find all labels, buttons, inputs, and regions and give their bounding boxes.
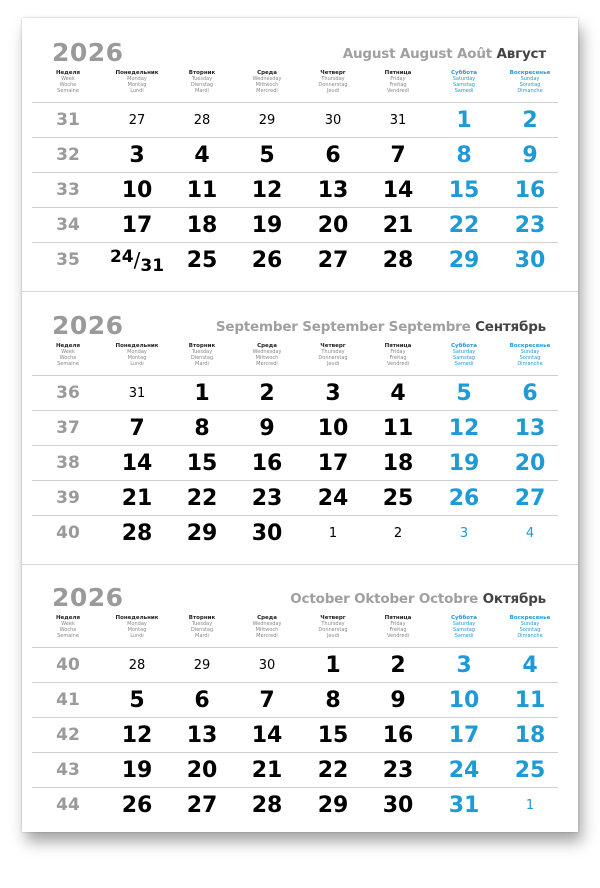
weekday-name: Вторник <box>188 343 216 349</box>
weekday-header-cell <box>102 343 172 367</box>
day-cell: 26 <box>251 248 283 273</box>
week-row <box>32 172 558 207</box>
day-cell: 21 <box>382 213 414 238</box>
day-cell: 3 <box>456 653 472 678</box>
weekday-translation: Samedi <box>454 633 474 639</box>
day-cell: 11 <box>382 416 414 441</box>
weekday-translation: Mardi <box>195 633 209 639</box>
weekday-translation: Friday <box>390 76 406 82</box>
weekday-translation: Sunday <box>520 76 540 82</box>
day-cell: 29 <box>193 658 211 673</box>
day-cell: 14 <box>382 178 414 203</box>
day-cell: 4 <box>194 143 210 168</box>
weekday-header-cell <box>363 343 433 367</box>
weekday-header-cell <box>298 70 368 94</box>
day-cell: 5 <box>129 688 145 713</box>
day-cell: 6 <box>194 688 210 713</box>
day-cell: 7 <box>390 143 406 168</box>
month-block <box>22 18 578 292</box>
day-cell: 22 <box>448 213 480 238</box>
month-name: September <box>302 319 385 335</box>
month-name: Août <box>457 46 493 62</box>
month-name-ru: Октябрь <box>482 591 546 607</box>
week-row <box>32 137 558 172</box>
weekday-translation: Lundi <box>130 88 144 94</box>
day-cell: 28 <box>121 521 153 546</box>
week-row <box>32 647 558 682</box>
weekday-translation: Samedi <box>454 88 474 94</box>
weekday-translation: Dienstag <box>190 82 214 88</box>
weekday-translation: Tuesday <box>191 76 213 82</box>
weekday-translation: Donnerstag <box>318 627 348 633</box>
weekday-translation: Wednesday <box>252 349 282 355</box>
week-row <box>32 242 558 277</box>
day-cell: 5 <box>259 143 275 168</box>
day-cell: 28 <box>128 658 146 673</box>
week-number: 44 <box>56 795 80 815</box>
day-cell: 14 <box>121 451 153 476</box>
day-cell: 18 <box>186 213 218 238</box>
day-cell: 30 <box>514 248 546 273</box>
day-cell: 25 <box>382 486 414 511</box>
weekday-translation: Donnerstag <box>318 82 348 88</box>
week-number: 42 <box>56 725 80 745</box>
month-name-ru: Сентябрь <box>475 319 546 335</box>
weekday-name: Суббота <box>451 70 477 76</box>
weekday-translation: Lundi <box>130 633 144 639</box>
weekday-header-cell <box>232 615 302 639</box>
day-cell: 21 <box>251 758 283 783</box>
weekday-translation: Jeudi <box>326 361 340 367</box>
day-cell: 27 <box>186 793 218 818</box>
day-cell: 3 <box>129 143 145 168</box>
day-cell: 25 <box>514 758 546 783</box>
day-cell: 31 <box>128 386 146 401</box>
day-cell: 27 <box>128 113 146 128</box>
weekday-translation: Woche <box>59 355 77 361</box>
weekday-translation: Semaine <box>57 633 79 639</box>
month-block <box>22 291 578 565</box>
weekday-translation: Mittwoch <box>255 82 279 88</box>
weekday-translation: Montag <box>127 82 147 88</box>
weekday-translation: Dimanche <box>517 361 543 367</box>
day-cell: 23 <box>251 486 283 511</box>
day-cell: 1 <box>525 798 535 813</box>
day-cell: 30 <box>258 658 276 673</box>
day-cell: 18 <box>514 723 546 748</box>
week-row <box>32 445 558 480</box>
weekday-translation: Week <box>61 621 75 627</box>
weekday-translation: Dimanche <box>517 633 543 639</box>
day-cell: 13 <box>186 723 218 748</box>
weekday-translation: Samstag <box>453 82 475 88</box>
weekday-header-cell <box>495 615 565 639</box>
day-cell: 16 <box>514 178 546 203</box>
weekday-translation: Mardi <box>195 361 209 367</box>
weekday-name: Неделя <box>55 343 81 349</box>
day-cell: 31 <box>448 793 480 818</box>
day-cell: 28 <box>193 113 211 128</box>
weekday-translation: Tuesday <box>191 621 213 627</box>
day-cell: 28 <box>382 248 414 273</box>
weekday-name: Воскресенье <box>509 343 551 349</box>
weekday-translation: Jeudi <box>326 633 340 639</box>
weekday-header-cell <box>33 70 103 94</box>
weekday-name: Среда <box>257 70 277 76</box>
weekday-translation: Monday <box>127 621 147 627</box>
weekday-header-cell <box>102 70 172 94</box>
weekday-translation: Saturday <box>452 349 476 355</box>
day-cell: 21 <box>121 486 153 511</box>
weekday-header-cell <box>232 70 302 94</box>
year-label: 2026 <box>52 583 124 612</box>
weekday-header-cell <box>167 343 237 367</box>
month-name: Octobre <box>418 591 479 607</box>
day-cell: 20 <box>514 451 546 476</box>
month-title <box>290 591 546 607</box>
weekday-header-cell <box>429 615 499 639</box>
day-cell: 4 <box>522 653 538 678</box>
weekday-header-cell <box>363 615 433 639</box>
year-label: 2026 <box>52 38 124 67</box>
day-cell: 2 <box>259 381 275 406</box>
day-cell: 22 <box>317 758 349 783</box>
weekday-translation: Saturday <box>452 621 476 627</box>
weekday-translation: Wednesday <box>252 76 282 82</box>
weekday-translation: Week <box>61 76 75 82</box>
weekday-header-cell <box>167 70 237 94</box>
weekday-translation: Wednesday <box>252 621 282 627</box>
weekday-translation: Week <box>61 349 75 355</box>
day-cell: 9 <box>390 688 406 713</box>
day-cell: 19 <box>251 213 283 238</box>
day-cell: 20 <box>186 758 218 783</box>
day-cell: 3 <box>325 381 341 406</box>
weekday-name: Неделя <box>55 615 81 621</box>
day-cell: 6 <box>522 381 538 406</box>
weekday-translation: Sonntag <box>519 355 541 361</box>
day-cell: 7 <box>129 416 145 441</box>
day-cell: 28 <box>251 793 283 818</box>
day-cell: 29 <box>258 113 276 128</box>
weekday-header-cell <box>102 615 172 639</box>
day-cell: 10 <box>121 178 153 203</box>
day-cell: 4 <box>525 526 535 541</box>
weekday-translation: Vendredi <box>386 361 410 367</box>
week-row <box>32 752 558 787</box>
week-number: 31 <box>56 110 80 130</box>
weekday-header-cell <box>33 615 103 639</box>
day-cell: 24 <box>448 758 480 783</box>
day-cell: 5 <box>456 381 472 406</box>
weekday-header-cell <box>429 70 499 94</box>
weekday-translation: Mercredi <box>256 361 278 367</box>
weekday-name: Воскресенье <box>509 70 551 76</box>
day-cell: 8 <box>456 143 472 168</box>
weekday-header-cell <box>298 343 368 367</box>
week-number: 37 <box>56 418 80 438</box>
weekday-translation: Montag <box>127 627 147 633</box>
weekday-name: Суббота <box>451 343 477 349</box>
month-name: August <box>399 46 453 62</box>
day-cell: 3 <box>459 526 469 541</box>
day-cell: 15 <box>186 451 218 476</box>
day-cell: 29 <box>448 248 480 273</box>
day-cell: 15 <box>317 723 349 748</box>
weekday-translation: Freitag <box>389 82 407 88</box>
weekday-translation: Dimanche <box>517 88 543 94</box>
week-number: 33 <box>56 180 80 200</box>
weekday-header <box>22 343 578 376</box>
weekday-translation: Dienstag <box>190 355 214 361</box>
day-cell: 12 <box>251 178 283 203</box>
day-cell: 23 <box>514 213 546 238</box>
month-title <box>216 319 546 335</box>
weekday-translation: Mittwoch <box>255 355 279 361</box>
weekday-header-cell <box>33 343 103 367</box>
weekday-translation: Semaine <box>57 88 79 94</box>
weekday-header <box>22 70 578 103</box>
weekday-translation: Semaine <box>57 361 79 367</box>
day-cell: 2 <box>522 108 538 133</box>
day-cell: 18 <box>382 451 414 476</box>
day-cell: 1 <box>328 526 338 541</box>
day-cell: 20 <box>317 213 349 238</box>
day-cell: 12 <box>121 723 153 748</box>
week-number: 40 <box>56 523 80 543</box>
weekday-translation: Mardi <box>195 88 209 94</box>
day-cell: 13 <box>317 178 349 203</box>
week-row <box>32 717 558 752</box>
day-cell: 19 <box>448 451 480 476</box>
weekday-translation: Saturday <box>452 76 476 82</box>
week-number: 34 <box>56 215 80 235</box>
day-cell: 6 <box>325 143 341 168</box>
weekday-translation: Mercredi <box>256 88 278 94</box>
month-name: Septembre <box>388 319 471 335</box>
month-name-ru: Август <box>496 46 546 62</box>
day-cell: 2 <box>390 653 406 678</box>
weekday-translation: Friday <box>390 621 406 627</box>
month-name: October <box>290 591 350 607</box>
month-name: September <box>215 319 298 335</box>
weekday-translation: Donnerstag <box>318 355 348 361</box>
day-cell: 16 <box>251 451 283 476</box>
weekday-name: Вторник <box>188 615 216 621</box>
month-title <box>343 46 546 62</box>
weekday-translation: Samedi <box>454 361 474 367</box>
weekday-name: Вторник <box>188 70 216 76</box>
weekday-name: Воскресенье <box>509 615 551 621</box>
month-name: Oktober <box>354 591 415 607</box>
day-cell: 17 <box>121 213 153 238</box>
day-cell: 29 <box>317 793 349 818</box>
weekday-header-cell <box>429 343 499 367</box>
day-cell: 31 <box>389 113 407 128</box>
week-row <box>32 207 558 242</box>
day-cell: 4 <box>390 381 406 406</box>
day-cell: 23 <box>382 758 414 783</box>
week-row <box>32 682 558 717</box>
weekday-translation: Woche <box>59 627 77 633</box>
week-number: 36 <box>56 383 80 403</box>
day-cell: 7 <box>259 688 275 713</box>
day-cell: 27 <box>317 248 349 273</box>
weekday-header-cell <box>167 615 237 639</box>
weekday-translation: Sonntag <box>519 82 541 88</box>
weekday-translation: Sunday <box>520 621 540 627</box>
day-cell: 24 <box>317 486 349 511</box>
weekday-translation: Thursday <box>321 349 345 355</box>
weekday-translation: Samstag <box>453 627 475 633</box>
week-number: 38 <box>56 453 80 473</box>
day-cell: 9 <box>522 143 538 168</box>
week-row <box>32 480 558 515</box>
weekday-translation: Monday <box>127 349 147 355</box>
week-row <box>32 375 558 410</box>
weekday-name: Четверг <box>320 70 346 76</box>
calendar-sheet <box>22 18 578 832</box>
week-number: 32 <box>56 145 80 165</box>
day-cell: 17 <box>448 723 480 748</box>
day-cell: 30 <box>382 793 414 818</box>
day-cell: 2 <box>393 526 403 541</box>
weekday-translation: Vendredi <box>386 88 410 94</box>
weekday-name: Пятница <box>384 343 412 349</box>
week-row <box>32 410 558 445</box>
week-row <box>32 787 558 822</box>
day-cell-double: 24/31 <box>109 247 165 276</box>
weekday-translation: Jeudi <box>326 88 340 94</box>
weekday-name: Понедельник <box>115 70 159 76</box>
day-cell: 8 <box>325 688 341 713</box>
week-number: 39 <box>56 488 80 508</box>
day-cell: 29 <box>186 521 218 546</box>
day-cell: 17 <box>317 451 349 476</box>
day-cell: 30 <box>324 113 342 128</box>
weekday-name: Понедельник <box>115 615 159 621</box>
weekday-name: Пятница <box>384 615 412 621</box>
weekday-header <box>22 615 578 648</box>
weekday-name: Четверг <box>320 615 346 621</box>
weekday-translation: Dienstag <box>190 627 214 633</box>
day-cell: 10 <box>317 416 349 441</box>
weekday-translation: Woche <box>59 82 77 88</box>
day-cell: 13 <box>514 416 546 441</box>
weekday-header-cell <box>298 615 368 639</box>
weekday-name: Суббота <box>451 615 477 621</box>
day-cell: 1 <box>325 653 341 678</box>
week-row <box>32 102 558 137</box>
weekday-name: Понедельник <box>115 343 159 349</box>
day-cell: 26 <box>448 486 480 511</box>
weekday-translation: Mittwoch <box>255 627 279 633</box>
weekday-name: Среда <box>257 343 277 349</box>
weekday-translation: Sonntag <box>519 627 541 633</box>
day-cell: 16 <box>382 723 414 748</box>
month-block <box>22 563 578 837</box>
weekday-translation: Monday <box>127 76 147 82</box>
weekday-name: Среда <box>257 615 277 621</box>
weekday-translation: Sunday <box>520 349 540 355</box>
weekday-translation: Tuesday <box>191 349 213 355</box>
day-cell: 27 <box>514 486 546 511</box>
weekday-translation: Montag <box>127 355 147 361</box>
day-cell: 15 <box>448 178 480 203</box>
year-label: 2026 <box>52 311 124 340</box>
week-number: 35 <box>56 250 80 270</box>
day-cell: 26 <box>121 793 153 818</box>
weekday-header-cell <box>495 343 565 367</box>
weekday-translation: Samstag <box>453 355 475 361</box>
day-cell: 8 <box>194 416 210 441</box>
day-cell: 19 <box>121 758 153 783</box>
week-row <box>32 515 558 550</box>
weekday-name: Пятница <box>384 70 412 76</box>
day-cell: 10 <box>448 688 480 713</box>
week-number: 41 <box>56 690 80 710</box>
day-cell: 11 <box>514 688 546 713</box>
day-cell: 1 <box>194 381 210 406</box>
day-cell: 25 <box>186 248 218 273</box>
weekday-name: Неделя <box>55 70 81 76</box>
week-number: 40 <box>56 655 80 675</box>
weekday-translation: Mercredi <box>256 633 278 639</box>
weekday-header-cell <box>495 70 565 94</box>
weekday-name: Четверг <box>320 343 346 349</box>
weekday-translation: Thursday <box>321 621 345 627</box>
day-cell: 14 <box>251 723 283 748</box>
day-cell: 12 <box>448 416 480 441</box>
day-cell: 9 <box>259 416 275 441</box>
month-name: August <box>342 46 396 62</box>
day-cell: 30 <box>251 521 283 546</box>
weekday-translation: Vendredi <box>386 633 410 639</box>
weekday-translation: Friday <box>390 349 406 355</box>
weekday-header-cell <box>363 70 433 94</box>
weekday-translation: Freitag <box>389 627 407 633</box>
day-cell: 1 <box>456 108 472 133</box>
weekday-translation: Thursday <box>321 76 345 82</box>
weekday-header-cell <box>232 343 302 367</box>
day-cell: 11 <box>186 178 218 203</box>
weekday-translation: Freitag <box>389 355 407 361</box>
weekday-translation: Lundi <box>130 361 144 367</box>
day-cell: 22 <box>186 486 218 511</box>
week-number: 43 <box>56 760 80 780</box>
